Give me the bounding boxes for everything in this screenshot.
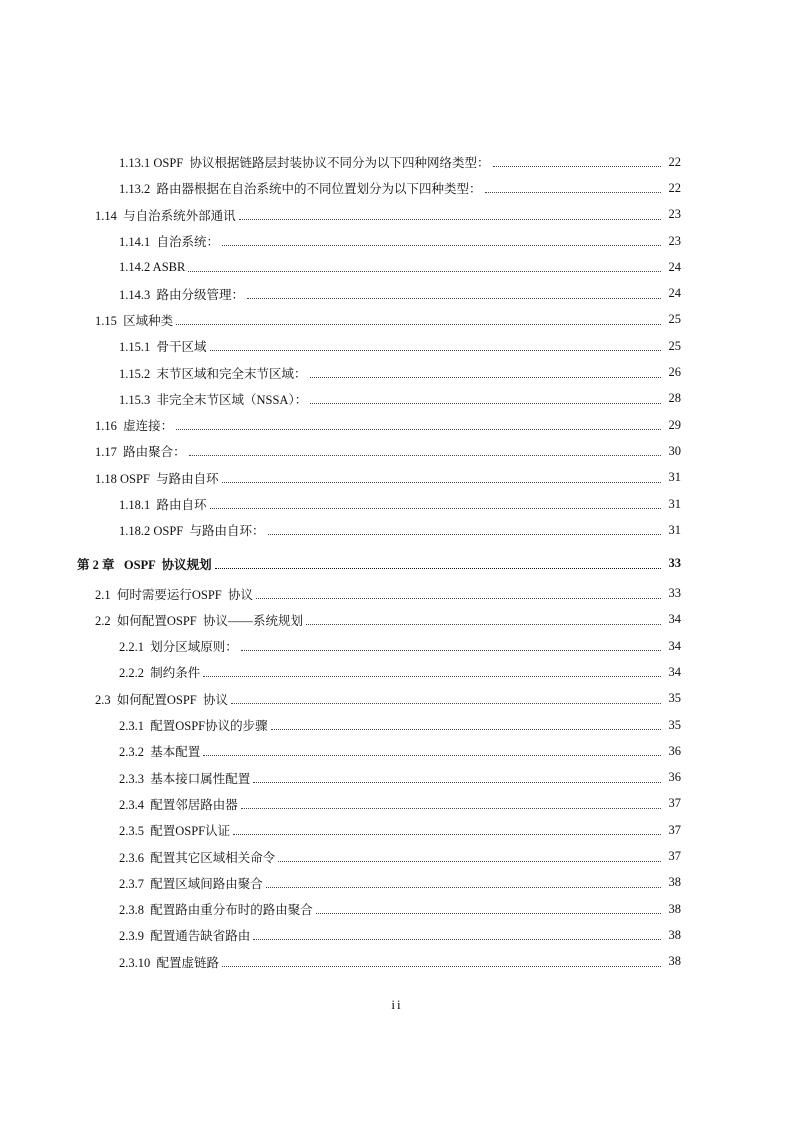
- toc-entry-page: 26: [668, 365, 681, 380]
- page-number: ii: [391, 997, 403, 1012]
- dot-leader: [210, 349, 661, 351]
- dot-leader: [176, 323, 661, 325]
- toc-chapter-entry[interactable]: [0, 547, 794, 580]
- toc-entry-page: 33: [668, 556, 681, 571]
- toc-entry-label: 1.15.2 末节区域和完全末节区域：: [119, 366, 307, 381]
- toc-entry-label: 2.2.2 制约条件: [119, 666, 201, 681]
- toc-entry[interactable]: [0, 202, 794, 228]
- toc-entry[interactable]: [0, 580, 794, 606]
- toc-entry-page: 36: [668, 770, 681, 785]
- toc-entry-page: 22: [668, 180, 681, 195]
- dot-leader: [310, 376, 661, 378]
- toc-entry[interactable]: [0, 633, 794, 659]
- dot-leader: [485, 191, 661, 193]
- toc-entry[interactable]: [0, 438, 794, 464]
- toc-entry[interactable]: [0, 686, 794, 712]
- toc-entry[interactable]: [0, 228, 794, 254]
- toc-entry[interactable]: [0, 896, 794, 922]
- toc-entry[interactable]: [0, 333, 794, 359]
- toc-entry[interactable]: [0, 843, 794, 869]
- toc-entry-page: 29: [668, 417, 681, 432]
- toc-entry[interactable]: [0, 791, 794, 817]
- toc-entry-page: 35: [668, 691, 681, 706]
- toc-entry-label: 1.17 路由聚合：: [95, 445, 186, 460]
- toc-entry[interactable]: [0, 280, 794, 306]
- dot-leader: [247, 297, 661, 299]
- dot-leader: [253, 781, 661, 783]
- toc-entry-page: 31: [668, 496, 681, 511]
- toc-entry-label: 1.13.1 OSPF 协议根据链路层封装协议不同分为以下四种网络类型：: [119, 156, 490, 171]
- dot-leader: [241, 807, 661, 809]
- toc-entry[interactable]: [0, 922, 794, 948]
- toc-entry-page: 30: [668, 443, 681, 458]
- toc-entry-label: 2.1 何时需要运行OSPF 协议: [95, 587, 254, 602]
- dot-leader: [233, 833, 661, 835]
- toc-entry[interactable]: [0, 359, 794, 385]
- toc-entry-page: 25: [668, 338, 681, 353]
- toc-entry-label: 2.2.1 划分区域原则：: [119, 640, 238, 655]
- toc-entry-page: 34: [668, 612, 681, 627]
- toc-entry-label: 2.3.6 配置其它区域相关命令: [119, 850, 276, 865]
- toc-entry-page: 37: [668, 822, 681, 837]
- toc-entry-page: 34: [668, 664, 681, 679]
- toc-entry[interactable]: [0, 712, 794, 738]
- dot-leader: [239, 218, 661, 220]
- toc-entry-page: 33: [668, 586, 681, 601]
- dot-leader: [222, 244, 661, 246]
- toc-entry-page: 25: [668, 312, 681, 327]
- toc-entry-page: 24: [668, 286, 681, 301]
- toc-entry-label: 1.15.1 骨干区域: [119, 340, 207, 355]
- table-of-contents: [0, 149, 794, 975]
- toc-entry-page: 22: [668, 154, 681, 169]
- toc-entry-page: 23: [668, 207, 681, 222]
- toc-entry-label: 2.3.8 配置路由重分布时的路由聚合: [119, 903, 313, 918]
- toc-entry-label: 2.3.9 配置通告缺省路由: [119, 929, 251, 944]
- toc-entry-page: 36: [668, 743, 681, 758]
- dot-leader: [271, 728, 661, 730]
- toc-entry[interactable]: [0, 765, 794, 791]
- toc-entry[interactable]: [0, 254, 794, 280]
- toc-entry-page: 38: [668, 875, 681, 890]
- toc-entry-label: 1.13.2 路由器根据在自治系统中的不同位置划分为以下四种类型：: [119, 182, 482, 197]
- dot-leader: [253, 938, 661, 940]
- dot-leader: [189, 454, 661, 456]
- toc-entry[interactable]: [0, 738, 794, 764]
- dot-leader: [316, 912, 661, 914]
- toc-entry[interactable]: [0, 659, 794, 685]
- toc-entry[interactable]: [0, 386, 794, 412]
- toc-entry-label: 2.3.7 配置区域间路由聚合: [119, 876, 263, 891]
- toc-entry-label: 2.3 如何配置OSPF 协议: [95, 692, 229, 707]
- toc-entry-label: 1.16 虚连接：: [95, 419, 174, 434]
- dot-leader: [210, 507, 661, 509]
- toc-entry-page: 38: [668, 901, 681, 916]
- toc-entry-label: 1.18.2 OSPF 与路由自环：: [119, 524, 265, 539]
- toc-entry-label: 1.14.1 自治系统：: [119, 235, 220, 250]
- toc-entry-label: 2.2 如何配置OSPF 协议——系统规划: [95, 613, 304, 628]
- toc-entry[interactable]: [0, 517, 794, 543]
- toc-entry-label: 1.18.1 路由自环: [119, 498, 207, 512]
- dot-leader: [203, 754, 661, 756]
- toc-entry-page: 28: [668, 391, 681, 406]
- toc-entry-label: 2.3.1 配置OSPF协议的步骤: [119, 719, 268, 734]
- toc-entry-label: 2.3.5 配置OSPF认证: [119, 824, 231, 839]
- dot-leader: [268, 533, 661, 535]
- toc-entry-label: 1.15.3 非完全末节区域（NSSA）：: [119, 392, 308, 407]
- toc-entry[interactable]: [0, 465, 794, 491]
- toc-entry-label: 1.14.3 路由分级管理：: [119, 287, 245, 302]
- toc-entry[interactable]: [0, 949, 794, 975]
- toc-entry-label: 1.14.2 ASBR: [119, 259, 186, 274]
- dot-leader: [222, 481, 661, 483]
- toc-entry[interactable]: [0, 607, 794, 633]
- toc-entry[interactable]: [0, 412, 794, 438]
- toc-entry[interactable]: [0, 149, 794, 175]
- toc-entry[interactable]: [0, 817, 794, 843]
- dot-leader: [310, 402, 661, 404]
- toc-entry-label: 2.3.10 配置虚链路: [119, 955, 220, 970]
- toc-entry-label: 1.18 OSPF 与路由自环: [95, 471, 219, 486]
- toc-entry-page: 35: [668, 717, 681, 732]
- toc-entry-label: 1.14 与自治系统外部通讯: [95, 208, 236, 223]
- toc-entry-page: 31: [668, 470, 681, 485]
- toc-entry-label: 第 2 章 OSPF 协议规划: [77, 557, 212, 572]
- toc-entry[interactable]: [0, 307, 794, 333]
- dot-leader: [231, 702, 661, 704]
- toc-entry-label: 2.3.4 配置邻居路由器: [119, 797, 238, 812]
- dot-leader: [241, 649, 661, 651]
- dot-leader: [215, 567, 661, 569]
- dot-leader: [266, 886, 661, 888]
- toc-entry-page: 38: [668, 954, 681, 969]
- dot-leader: [203, 675, 661, 677]
- dot-leader: [176, 428, 661, 430]
- toc-entry-page: 37: [668, 849, 681, 864]
- toc-entry-page: 34: [668, 638, 681, 653]
- toc-entry-label: 1.15 区域种类: [95, 313, 174, 328]
- dot-leader: [222, 965, 661, 967]
- toc-entry-label: 2.3.3 基本接口属性配置: [119, 771, 251, 786]
- toc-entry-page: 31: [668, 522, 681, 537]
- toc-entry-page: 38: [668, 927, 681, 942]
- toc-entry[interactable]: [0, 175, 794, 201]
- toc-entry[interactable]: [0, 870, 794, 896]
- dot-leader: [493, 165, 661, 167]
- toc-entry-page: 24: [668, 259, 681, 274]
- dot-leader: [256, 597, 661, 599]
- toc-entry[interactable]: [0, 491, 794, 517]
- dot-leader: [188, 270, 661, 272]
- toc-entry-page: 37: [668, 796, 681, 811]
- toc-entry-page: 23: [668, 233, 681, 248]
- toc-entry-label: 2.3.2 基本配置: [119, 745, 201, 760]
- dot-leader: [278, 860, 661, 862]
- dot-leader: [306, 623, 661, 625]
